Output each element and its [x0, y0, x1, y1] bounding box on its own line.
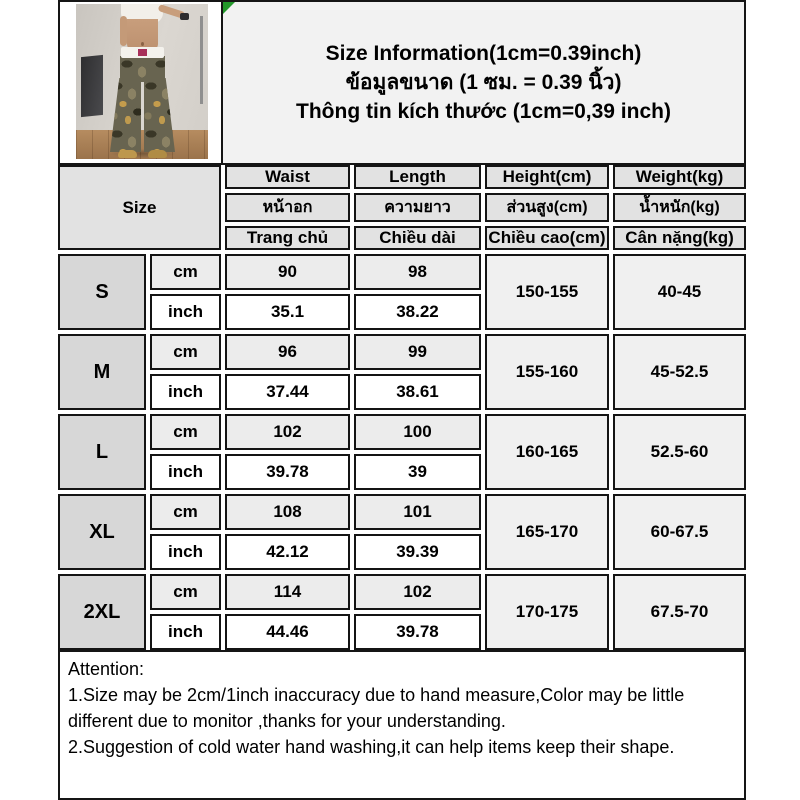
title-english: Size Information(1cm=0.39inch): [325, 42, 642, 65]
waist-inch-cell: 44.46: [225, 614, 350, 650]
right-shoe: [148, 150, 167, 158]
waist-inch-cell: 37.44: [225, 374, 350, 410]
weight-cell: 67.5-70: [613, 574, 746, 650]
length-cm-cell: 99: [354, 334, 481, 370]
waist-cm-cell: 102: [225, 414, 350, 450]
waist-inch-cell: 39.78: [225, 454, 350, 490]
length-header-vi: Chiều dài: [354, 226, 481, 250]
waist-cm-cell: 114: [225, 574, 350, 610]
length-cm-cell: 100: [354, 414, 481, 450]
waist-cm-cell: 96: [225, 334, 350, 370]
height-cell: 150-155: [485, 254, 609, 330]
height-header-th: ส่วนสูง(cm): [485, 193, 609, 222]
size-cell: M: [58, 334, 146, 410]
waist-header-en: Waist: [225, 165, 350, 189]
waist-inch-cell: 35.1: [225, 294, 350, 330]
left-shoe: [118, 150, 137, 158]
unit-cell-cm: cm: [150, 494, 221, 530]
title-vietnamese: Thông tin kích thước (1cm=0,39 inch): [296, 100, 671, 123]
weight-cell: 45-52.5: [613, 334, 746, 410]
length-inch-cell: 39.39: [354, 534, 481, 570]
size-table: [54, 161, 750, 654]
title-thai: ข้อมูลขนาด (1 ซม. = 0.39 นิ้ว): [345, 71, 622, 94]
unit-cell-cm: cm: [150, 574, 221, 610]
product-photo: [76, 4, 208, 159]
length-inch-cell: 39: [354, 454, 481, 490]
height-cell: 165-170: [485, 494, 609, 570]
attention-box: [58, 650, 746, 800]
height-cell: 170-175: [485, 574, 609, 650]
unit-cell-cm: cm: [150, 254, 221, 290]
length-cm-cell: 98: [354, 254, 481, 290]
waist-cm-cell: 108: [225, 494, 350, 530]
length-header-en: Length: [354, 165, 481, 189]
height-cell: 160-165: [485, 414, 609, 490]
length-cm-cell: 101: [354, 494, 481, 530]
weight-header-th: น้ำหนัก(kg): [613, 193, 746, 222]
title-cell: [221, 0, 746, 165]
unit-cell-inch: inch: [150, 614, 221, 650]
content-area: [58, 0, 746, 800]
unit-cell-inch: inch: [150, 374, 221, 410]
height-header-vi: Chiều cao(cm): [485, 226, 609, 250]
photo-dark-board: [81, 55, 103, 117]
unit-cell-inch: inch: [150, 454, 221, 490]
model-side-arm: [120, 16, 127, 46]
model-navel: [141, 42, 144, 46]
length-header-th: ความยาว: [354, 193, 481, 222]
attention-line-1: 1.Size may be 2cm/1inch inaccuracy due to hand measure,Color may be little different due to monitor ,thanks for your understanding.: [68, 685, 685, 731]
length-inch-cell: 39.78: [354, 614, 481, 650]
waist-cm-cell: 90: [225, 254, 350, 290]
product-photo-cell: [58, 0, 223, 165]
green-corner-marker-icon: [223, 2, 235, 14]
length-inch-cell: 38.22: [354, 294, 481, 330]
photo-pole: [200, 16, 203, 104]
size-cell: S: [58, 254, 146, 330]
pants-waistband: [121, 47, 164, 58]
unit-cell-inch: inch: [150, 534, 221, 570]
waist-inch-cell: 42.12: [225, 534, 350, 570]
size-cell: XL: [58, 494, 146, 570]
size-cell: 2XL: [58, 574, 146, 650]
top-section: [58, 0, 746, 165]
waist-header-th: หน้าอก: [225, 193, 350, 222]
height-header-en: Height(cm): [485, 165, 609, 189]
unit-cell-cm: cm: [150, 334, 221, 370]
weight-cell: 60-67.5: [613, 494, 746, 570]
waist-header-vi: Trang chủ: [225, 226, 350, 250]
attention-heading: Attention:: [68, 659, 145, 679]
unit-cell-inch: inch: [150, 294, 221, 330]
model-phone: [180, 13, 189, 20]
waistband-label-tag: [138, 49, 147, 56]
length-inch-cell: 38.61: [354, 374, 481, 410]
size-header-cell: Size: [58, 165, 221, 250]
length-cm-cell: 102: [354, 574, 481, 610]
attention-line-2: 2.Suggestion of cold water hand washing,it can help items keep their shape.: [68, 737, 675, 757]
weight-header-vi: Cân nặng(kg): [613, 226, 746, 250]
weight-header-en: Weight(kg): [613, 165, 746, 189]
height-cell: 155-160: [485, 334, 609, 410]
unit-cell-cm: cm: [150, 414, 221, 450]
weight-cell: 52.5-60: [613, 414, 746, 490]
size-table-body: [58, 254, 746, 650]
size-cell: L: [58, 414, 146, 490]
weight-cell: 40-45: [613, 254, 746, 330]
